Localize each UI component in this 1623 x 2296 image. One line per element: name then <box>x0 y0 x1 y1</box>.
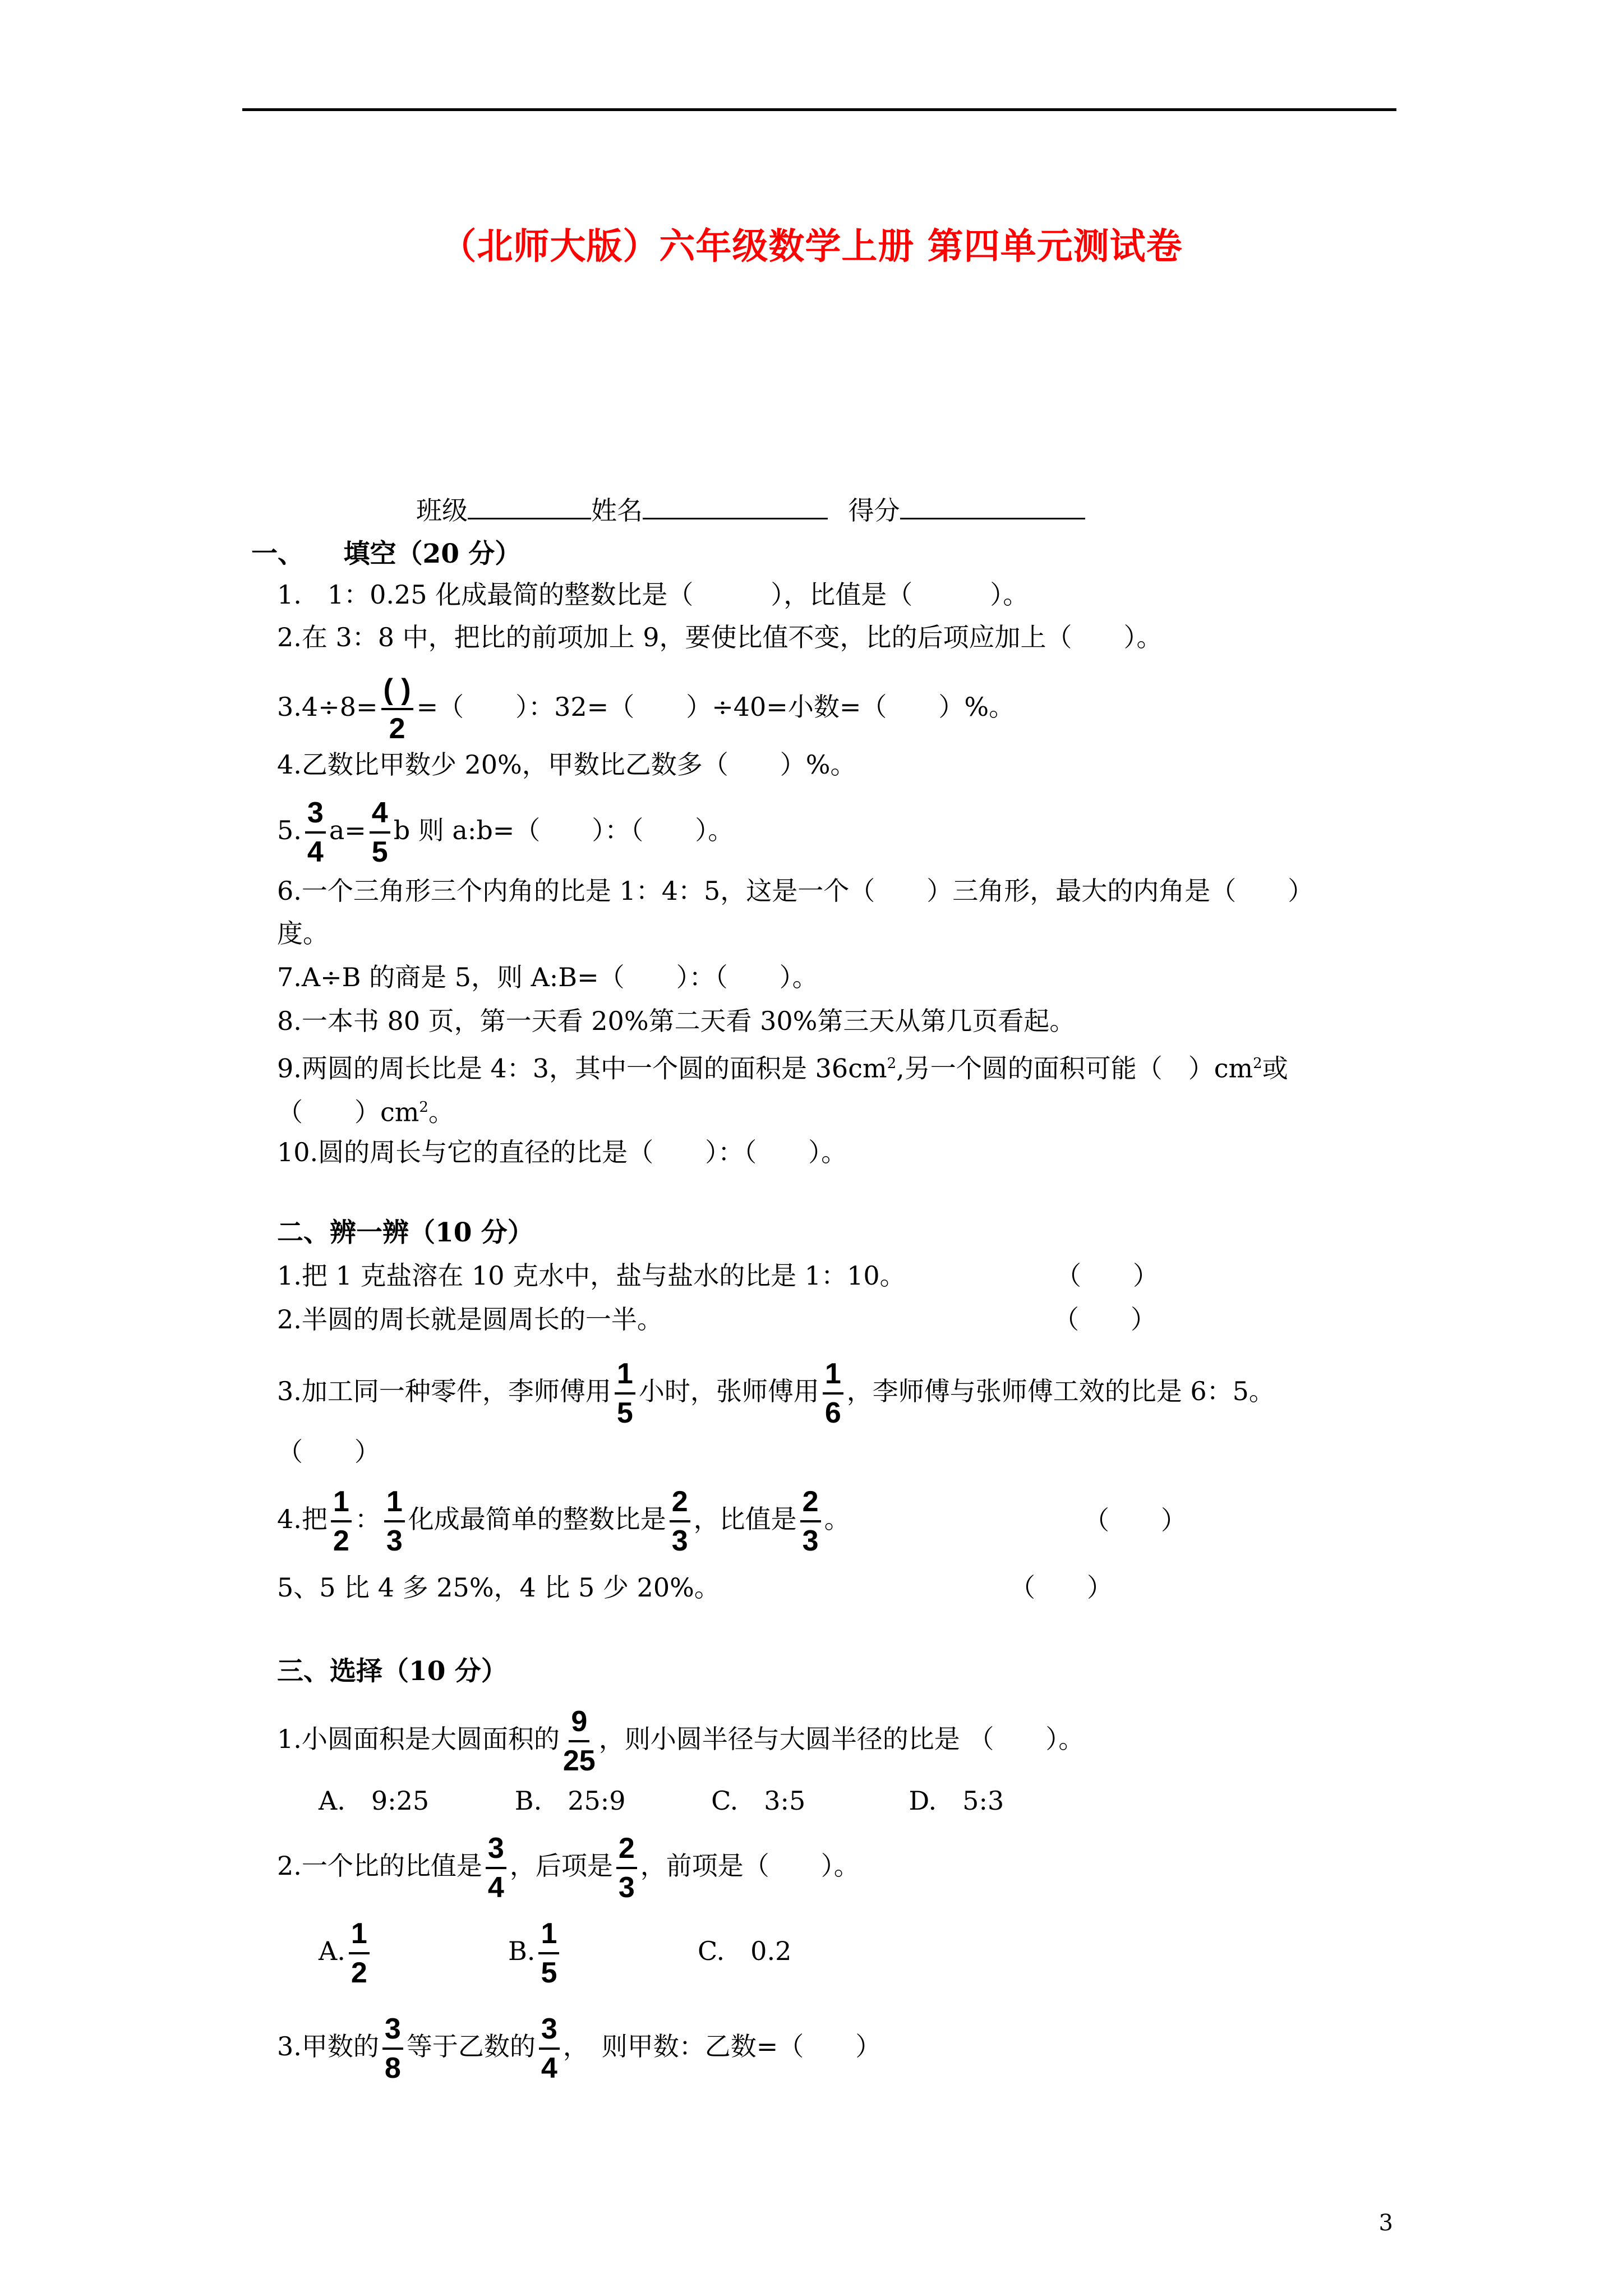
s1-q9-text-3: 或 <box>1262 1053 1288 1084</box>
fraction-numerator: 1 <box>349 1917 370 1954</box>
fraction-denominator: 5 <box>371 836 388 868</box>
fraction-numerator: 2 <box>616 1832 637 1869</box>
header-rule <box>242 108 1396 111</box>
s2-q5: 5、5 比 4 多 25%，4 比 5 少 20%。 <box>277 1572 720 1603</box>
option-a-fraction <box>349 1917 370 1989</box>
section3-heading: 三、选择（10 分） <box>277 1656 508 1687</box>
s1-q7: 7.A÷B 的商是 5，则 A:B=（ ）：（ ）。 <box>277 962 818 992</box>
fraction-denominator: 4 <box>487 1871 504 1904</box>
page-number: 3 <box>1378 2210 1393 2236</box>
s3-q2-mid: ，后项是 <box>509 1851 613 1881</box>
s2-q3-paren: （ ） <box>277 1437 380 1467</box>
fraction-numerator: 1 <box>823 1358 843 1395</box>
s2-q4-colon: ： <box>354 1504 381 1534</box>
fraction-denominator: 25 <box>562 1745 596 1777</box>
s2-q2-paren: （ ） <box>1053 1304 1156 1335</box>
section1-heading: 一、 填空（20 分） <box>251 539 522 569</box>
superscript: 2 <box>887 1055 897 1072</box>
s2-q4-mid: 化成最简单的整数比是 <box>408 1504 666 1534</box>
option-b-fraction <box>538 1917 559 1989</box>
fraction-denominator: 3 <box>802 1525 819 1557</box>
score-blank[interactable] <box>900 491 1085 519</box>
class-blank[interactable] <box>468 491 591 519</box>
fraction-numerator: 3 <box>305 797 326 834</box>
s3-q1 <box>277 1705 1084 1777</box>
fraction-numerator: 9 <box>569 1705 589 1742</box>
s2-q4-fraction-4 <box>800 1485 821 1557</box>
s2-q4-fraction-2 <box>384 1485 405 1557</box>
fraction-denominator: 2 <box>333 1525 349 1557</box>
name-label: 姓名 <box>591 495 643 526</box>
superscript: 2 <box>419 1099 428 1116</box>
s2-q4-fraction-1 <box>331 1485 352 1557</box>
s1-q3-fraction <box>381 673 413 745</box>
s2-q4 <box>277 1485 850 1557</box>
s2-q4-fraction-3 <box>670 1485 690 1557</box>
fraction-numerator: 3 <box>486 1832 506 1869</box>
s2-q4-post: 。 <box>824 1504 850 1534</box>
s1-q2: 2.在 3：8 中，把比的前项加上 9，要使比值不变，比的后项应加上（ ）。 <box>277 622 1163 652</box>
fraction-numerator: 4 <box>370 797 390 834</box>
fraction-denominator: 2 <box>351 1957 367 1989</box>
s3-q2-fraction-1 <box>486 1832 506 1904</box>
fraction-numerator: 1 <box>331 1485 352 1522</box>
student-info-line <box>416 490 1085 527</box>
s3-q3-post: ， 则甲数：乙数=（ ） <box>562 2031 882 2062</box>
fraction-denominator: 4 <box>307 836 324 868</box>
fraction-numerator: 1 <box>615 1358 635 1395</box>
fraction-numerator: 3 <box>382 2013 403 2050</box>
fraction-denominator: 5 <box>541 1957 557 1989</box>
s1-q3 <box>277 673 1015 745</box>
s3-q3-pre: 3.甲数的 <box>277 2031 379 2062</box>
s2-q3-fraction-1 <box>615 1358 635 1429</box>
s3-q3-mid: 等于乙数的 <box>406 2031 536 2062</box>
s1-q9-line2 <box>277 1091 454 1129</box>
fraction-numerator: 1 <box>538 1917 559 1954</box>
s1-q3-post: =（ ）：32=（ ）÷40=小数=（ ）%。 <box>416 692 1015 722</box>
s1-q10: 10.圆的周长与它的直径的比是（ ）：（ ）。 <box>277 1137 847 1167</box>
s3-q1-options: A. 9:25 B. 25:9 C. 3:5 D. 5:3 <box>319 1786 1004 1816</box>
name-blank[interactable] <box>643 491 828 519</box>
fraction-numerator: ( ) <box>381 673 413 710</box>
fraction-numerator: 3 <box>539 2013 560 2050</box>
fraction-denominator: 5 <box>616 1397 633 1429</box>
s2-q5-paren: （ ） <box>1009 1572 1113 1603</box>
s3-q3 <box>277 2013 881 2085</box>
s1-q5 <box>277 797 734 868</box>
s1-q8: 8.一本书 80 页，第一天看 20%第二天看 30%第三天从第几页看起。 <box>277 1006 1076 1036</box>
fraction-denominator: 3 <box>618 1871 635 1904</box>
s1-q5-pre: 5. <box>277 815 302 845</box>
s2-q3-pre: 3.加工同一种零件，李师傅用 <box>277 1376 611 1406</box>
s1-q6-line1: 6.一个三角形三个内角的比是 1：4：5，这是一个（ ）三角形，最大的内角是（ ） <box>277 876 1314 906</box>
s2-q2: 2.半圆的周长就是圆周长的一半。 <box>277 1304 663 1335</box>
s2-q1-paren: （ ） <box>1055 1260 1159 1291</box>
s3-q2 <box>277 1832 860 1904</box>
fraction-numerator: 2 <box>800 1485 821 1522</box>
s2-q3-fraction-2 <box>823 1358 843 1429</box>
s3-q2-option-b <box>508 1917 562 1989</box>
fraction-denominator: 3 <box>386 1525 403 1557</box>
s1-q5-mid: a= <box>329 815 366 845</box>
s2-q4-paren: （ ） <box>1083 1505 1187 1535</box>
s1-q5-fraction-1 <box>305 797 326 868</box>
s1-q4: 4.乙数比甲数少 20%，甲数比乙数多（ ）%。 <box>277 749 856 780</box>
s3-q3-fraction-2 <box>539 2013 560 2085</box>
s3-q1-fraction <box>563 1705 596 1777</box>
section2-heading: 二、辨一辨（10 分） <box>277 1217 534 1248</box>
class-label: 班级 <box>416 495 468 526</box>
s1-q9-text-2: ,另一个圆的面积可能（ ）cm <box>896 1053 1253 1084</box>
s1-q9-text-5: 。 <box>428 1097 454 1128</box>
page-title: （北师大版）六年级数学上册 第四单元测试卷 <box>440 226 1183 268</box>
fraction-denominator: 8 <box>384 2052 401 2085</box>
s3-q2-option-a <box>319 1917 373 1989</box>
superscript: 2 <box>1253 1055 1262 1072</box>
s1-q9-text: 9.两圆的周长比是 4：3，其中一个圆的面积是 36cm <box>277 1053 887 1084</box>
s3-q2-pre: 2.一个比的比值是 <box>277 1851 482 1881</box>
s3-q2-fraction-2 <box>616 1832 637 1904</box>
s2-q3-mid: 小时，张师傅用 <box>638 1376 819 1406</box>
s2-q4-pre: 4.把 <box>277 1504 328 1534</box>
s3-q1-post: ，则小圆半径与大圆半径的比是 （ ）。 <box>598 1724 1085 1754</box>
s3-q2-option-c: C. 0.2 <box>698 1936 792 1966</box>
option-a-label: A. <box>319 1936 345 1966</box>
s1-q3-pre: 3.4÷8= <box>277 692 378 722</box>
option-b-label: B. <box>508 1936 536 1966</box>
s2-q3-post: ，李师傅与张师傅工效的比是 6：5。 <box>846 1376 1275 1406</box>
fraction-denominator: 4 <box>541 2052 557 2085</box>
s1-q5-fraction-2 <box>370 797 390 868</box>
s3-q3-fraction-1 <box>382 2013 403 2085</box>
fraction-numerator: 1 <box>384 1485 405 1522</box>
s2-q3 <box>277 1358 1275 1429</box>
s3-q2-post: ，前项是（ ）。 <box>640 1851 860 1881</box>
score-label: 得分 <box>848 495 900 526</box>
fraction-denominator: 3 <box>671 1525 688 1557</box>
s2-q4-mid2: ，比值是 <box>693 1504 797 1534</box>
s1-q6-line2: 度。 <box>277 918 329 949</box>
s1-q9-text-4: （ ）cm <box>277 1097 419 1128</box>
s1-q1: 1. 1：0.25 化成最简的整数比是（ ），比值是（ ）。 <box>277 579 1029 610</box>
s1-q9-line1 <box>277 1047 1288 1085</box>
fraction-denominator: 6 <box>824 1397 841 1429</box>
s2-q1: 1.把 1 克盐溶在 10 克水中，盐与盐水的比是 1：10。 <box>277 1260 906 1291</box>
s1-q5-post: b 则 a:b=（ ）：（ ）。 <box>393 815 734 845</box>
fraction-numerator: 2 <box>670 1485 690 1522</box>
fraction-denominator: 2 <box>389 712 405 745</box>
s3-q1-pre: 1.小圆面积是大圆面积的 <box>277 1724 560 1754</box>
